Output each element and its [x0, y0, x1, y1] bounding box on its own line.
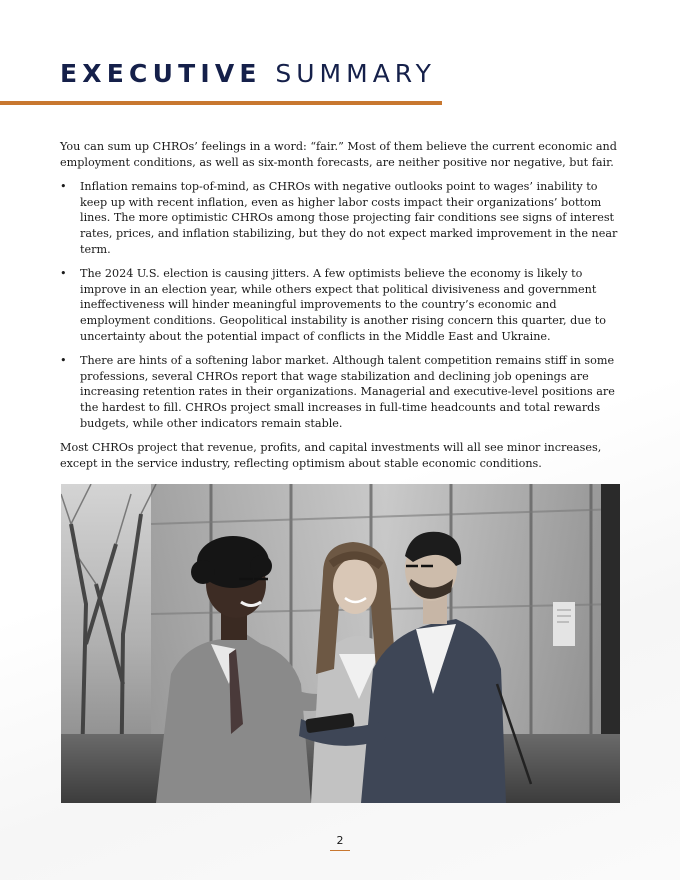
bullet-inflation: • Inflation remains top-of-mind, as CHROs with negative outlooks point to wages’ inability to keep up with recent inflation, even as higher labor costs impact their organizations’ bottom lines. The more optimistic CHROs among those projecting fair conditions see signs of interest rates, prices, and inflation stabilizing, but they do not expect marked improvement in the near term.: [60, 179, 624, 257]
summary-bullet-list: [60, 179, 624, 431]
page-number: 2: [330, 834, 350, 851]
title-light-word: SUMMARY: [275, 59, 436, 88]
bullet-labor-market: • There are hints of a softening labor market. Although talent competition remains stiff in some professions, several CHROs report that wage stabilization and declining job openings are increasing retention rates in their organizations. Managerial and executive-level positions are the hardest to fill. CHROs project small increases in full-time headcounts and total rewards budgets, while other indicators remain stable.: [60, 353, 624, 431]
photo-illustration: [61, 484, 620, 803]
title-bold-word: EXECUTIVE: [60, 59, 262, 88]
summary-body: [60, 139, 624, 471]
bullet-election: • The 2024 U.S. election is causing jitters. A few optimists believe the economy is likely to improve in an election year, while others expect that political divisiveness and government ineffectiveness will hinder meaningful improvements to the country’s economic and employment conditions. Geopolitical instability is another rising concern this quarter, due to uncertainty about the potential impact of conflicts in the Middle East and Ukraine.: [60, 266, 624, 344]
title-underline-rule: [0, 101, 442, 105]
intro-paragraph: You can sum up CHROs’ feelings in a word: “fair.” Most of them believe the current economic and employment conditions, as well as six-month forecasts, are neither positive nor negative, but fair.: [60, 140, 617, 169]
closing-paragraph: Most CHROs project that revenue, profits, and capital investments will all see minor increases, except in the service industry, reflecting optimism about stable economic conditions.: [60, 441, 602, 470]
business-people-photo: [61, 484, 620, 803]
page-title: [60, 58, 436, 90]
